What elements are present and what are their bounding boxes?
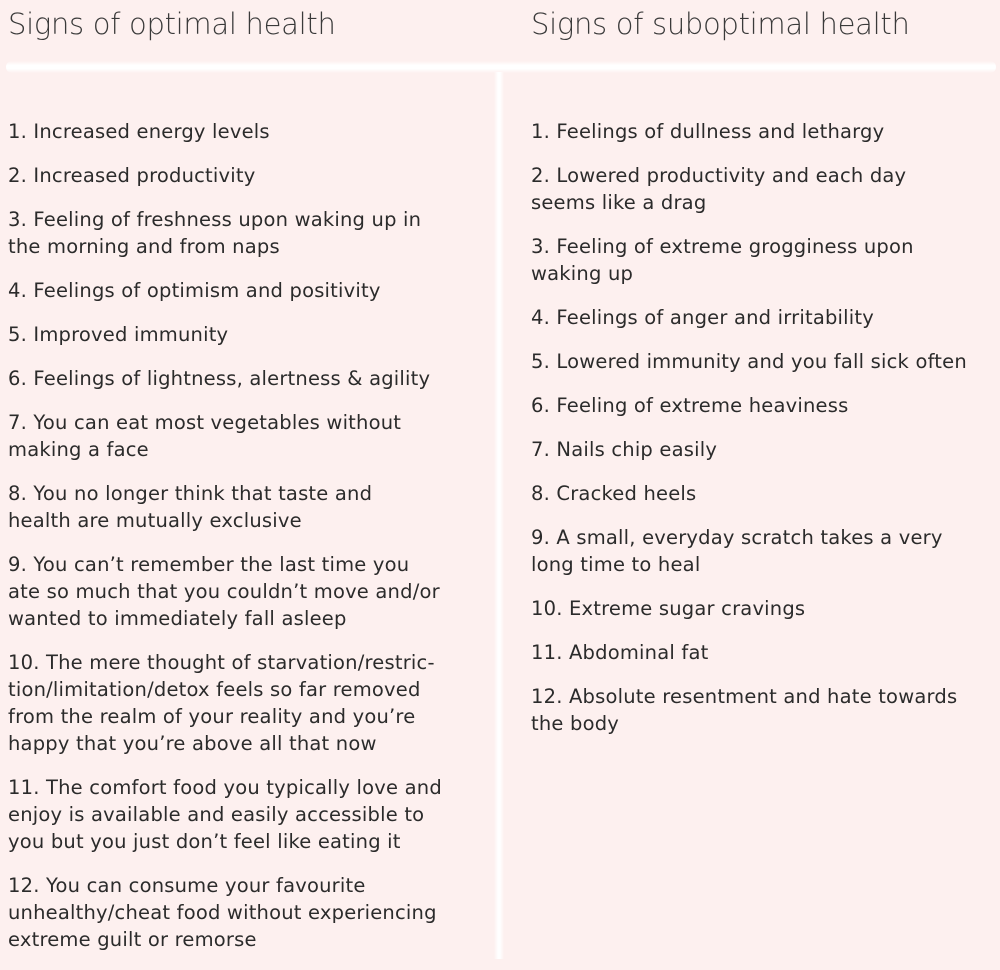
optimal-item-text: 9. You can’t remember the last time you: [8, 553, 410, 576]
optimal-item-6: [8, 365, 488, 392]
optimal-item-text: happy that you’re above all that now: [8, 732, 377, 755]
suboptimal-item-text: 6. Feeling of extreme heaviness: [531, 394, 849, 417]
optimal-item-text: ate so much that you couldn’t move and/or: [8, 580, 440, 603]
optimal-item-12: [8, 872, 488, 953]
optimal-item-text: 10. The mere thought of starvation/restric-: [8, 651, 435, 674]
optimal-item-text: unhealthy/cheat food without experiencing: [8, 901, 437, 924]
optimal-item-text: extreme guilt or remorse: [8, 928, 257, 951]
optimal-item-10: [8, 649, 488, 757]
suboptimal-item-text: 3. Feeling of extreme grogginess upon: [531, 235, 914, 258]
optimal-item-text: 11. The comfort food you typically love and: [8, 776, 442, 799]
suboptimal-item-text: the body: [531, 712, 620, 735]
optimal-item-text: health are mutually exclusive: [8, 509, 302, 532]
optimal-item-1: [8, 118, 488, 145]
suboptimal-item-text: waking up: [531, 262, 634, 285]
suboptimal-health-heading: Signs of suboptimal health: [531, 7, 910, 41]
optimal-item-text: 4. Feelings of optimism and positivity: [8, 279, 381, 302]
optimal-item-text: from the realm of your reality and you’re: [8, 705, 416, 728]
optimal-item-3: [8, 206, 488, 260]
optimal-item-2: [8, 162, 488, 189]
suboptimal-item-8: [531, 480, 993, 507]
optimal-item-text: 2. Increased productivity: [8, 164, 256, 187]
suboptimal-item-5: [531, 348, 993, 375]
suboptimal-item-text: 2. Lowered productivity and each day: [531, 164, 907, 187]
optimal-item-9: [8, 551, 488, 632]
suboptimal-item-7: [531, 436, 993, 463]
suboptimal-item-text: 10. Extreme sugar cravings: [531, 597, 806, 620]
suboptimal-item-11: [531, 639, 993, 666]
optimal-item-text: 1. Increased energy levels: [8, 120, 270, 143]
suboptimal-item-text: 7. Nails chip easily: [531, 438, 718, 461]
suboptimal-item-text: long time to heal: [531, 553, 701, 576]
optimal-item-text: 5. Improved immunity: [8, 323, 229, 346]
optimal-item-8: [8, 480, 488, 534]
optimal-item-5: [8, 321, 488, 348]
suboptimal-item-9: [531, 524, 993, 578]
optimal-item-text: 8. You no longer think that taste and: [8, 482, 373, 505]
suboptimal-item-6: [531, 392, 993, 419]
suboptimal-item-10: [531, 595, 993, 622]
optimal-item-text: tion/limitation/detox feels so far removed: [8, 678, 421, 701]
optimal-item-text: 6. Feelings of lightness, alertness & agility: [8, 367, 431, 390]
suboptimal-item-4: [531, 304, 993, 331]
suboptimal-health-list: [531, 118, 993, 754]
suboptimal-item-3: [531, 233, 993, 287]
optimal-item-text: wanted to immediately fall asleep: [8, 607, 347, 630]
optimal-item-text: 3. Feeling of freshness upon waking up in: [8, 208, 422, 231]
suboptimal-item-text: 8. Cracked heels: [531, 482, 697, 505]
optimal-health-heading: Signs of optimal health: [8, 7, 336, 41]
optimal-item-text: making a face: [8, 438, 149, 461]
suboptimal-item-text: 9. A small, everyday scratch takes a very: [531, 526, 943, 549]
suboptimal-item-text: 4. Feelings of anger and irritability: [531, 306, 874, 329]
optimal-item-text: the morning and from naps: [8, 235, 280, 258]
optimal-health-list: [8, 118, 488, 970]
optimal-item-text: 12. You can consume your favourite: [8, 874, 366, 897]
optimal-item-text: enjoy is available and easily accessible to: [8, 803, 425, 826]
suboptimal-item-text: 11. Abdominal fat: [531, 641, 709, 664]
optimal-item-text: 7. You can eat most vegetables without: [8, 411, 402, 434]
optimal-item-text: you but you just don’t feel like eating it: [8, 830, 401, 853]
optimal-item-4: [8, 277, 488, 304]
optimal-item-7: [8, 409, 488, 463]
suboptimal-item-text: 12. Absolute resentment and hate towards: [531, 685, 958, 708]
suboptimal-item-12: [531, 683, 993, 737]
suboptimal-item-text: 5. Lowered immunity and you fall sick often: [531, 350, 967, 373]
column-divider: [494, 72, 504, 959]
suboptimal-item-text: seems like a drag: [531, 191, 707, 214]
suboptimal-item-text: 1. Feelings of dullness and lethargy: [531, 120, 885, 143]
optimal-item-11: [8, 774, 488, 855]
suboptimal-item-1: [531, 118, 993, 145]
suboptimal-item-2: [531, 162, 993, 216]
